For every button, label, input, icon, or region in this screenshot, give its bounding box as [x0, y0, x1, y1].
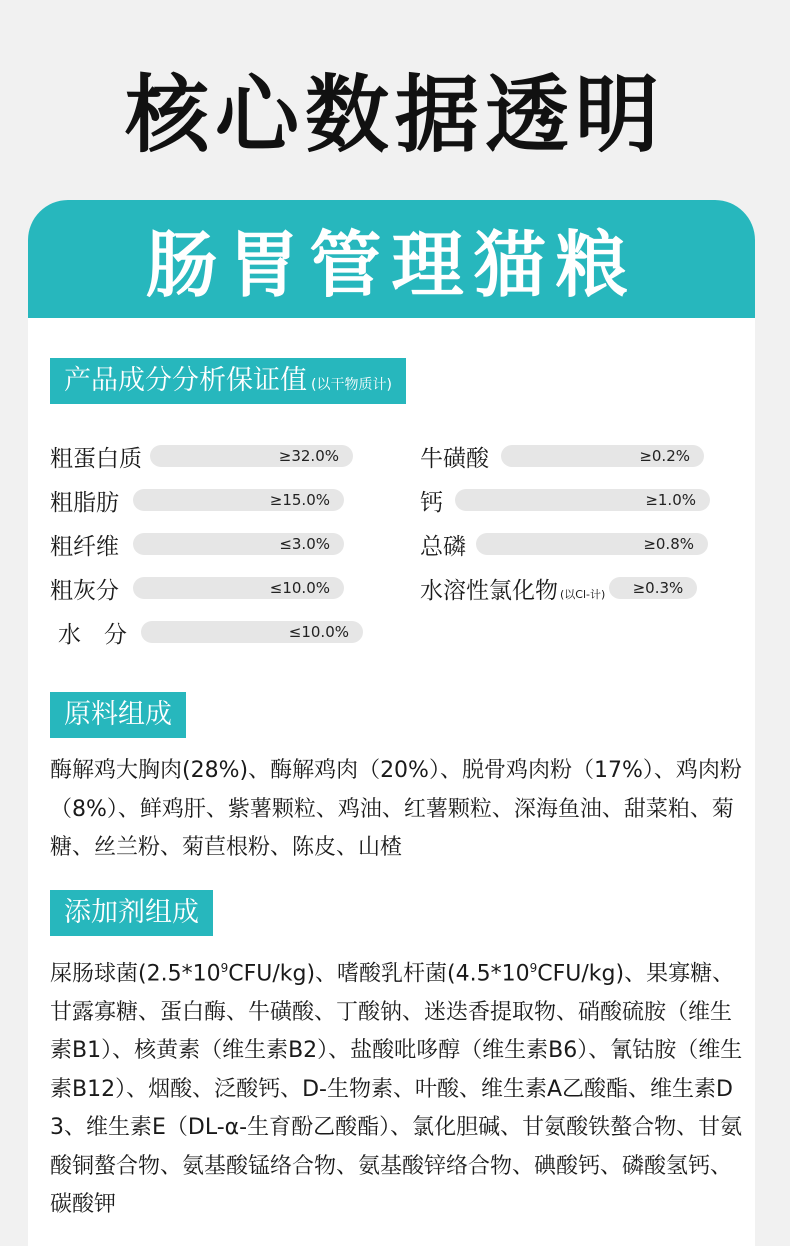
exponent-2: 9	[529, 961, 538, 975]
ingredients-section-tag: 原料组成	[50, 692, 186, 738]
value-bar: ≥0.3%	[609, 577, 697, 599]
additives-text	[50, 949, 750, 1225]
value-bar: ≥32.0%	[150, 445, 353, 467]
card-header-title: 肠胃管理猫粮	[28, 200, 755, 318]
value-bar: ≤10.0%	[141, 621, 363, 643]
analysis-tag-label: 产品成分分析保证值	[64, 365, 307, 396]
analysis-row-water-soluble-chloride	[420, 570, 697, 606]
row-label: 牛磺酸	[420, 445, 489, 472]
row-label: 钙	[420, 489, 443, 516]
chloride-label-text: 水溶性氯化物	[420, 577, 558, 604]
row-label: 水 分	[58, 621, 127, 648]
chloride-label-note: (以Cl-计)	[560, 587, 606, 601]
product-card	[28, 200, 755, 1246]
page-title: 核心数据透明	[124, 66, 665, 164]
row-label	[420, 572, 605, 605]
value-bar: ≥1.0%	[455, 489, 710, 511]
analysis-row-moisture	[58, 614, 363, 650]
analysis-row-crude-fat	[50, 482, 344, 518]
value-bar: ≥15.0%	[133, 489, 344, 511]
row-label: 粗蛋白质	[50, 445, 142, 472]
value-bar: ≥0.2%	[501, 445, 704, 467]
value-bar: ≥0.8%	[476, 533, 708, 555]
row-label: 粗纤维	[50, 533, 119, 560]
ingredients-text: 酶解鸡大胸肉(28%)、酶解鸡肉（20%）、脱骨鸡肉粉（17%）、鸡肉粉（8%）、鲜鸡肝、紫薯颗粒、鸡油、红薯颗粒、深海鱼油、甜菜粕、菊糖、丝兰粉、菊苣根粉、陈皮、山楂	[50, 758, 742, 860]
analysis-tag-note: (以干物质计)	[311, 377, 392, 393]
additives-text-part2: CFU/kg)、嗜酸乳杆菌(4.5*10	[228, 961, 530, 987]
exponent-1: 9	[220, 961, 229, 975]
analysis-row-crude-ash	[50, 570, 344, 606]
additives-text-part1: 屎肠球菌(2.5*10	[50, 961, 221, 987]
row-label: 粗灰分	[50, 577, 119, 604]
value-bar: ≤3.0%	[133, 533, 344, 555]
additives-section-tag: 添加剂组成	[50, 890, 213, 936]
analysis-row-taurine	[420, 438, 704, 474]
analysis-row-crude-fiber	[50, 526, 344, 562]
row-label: 总磷	[420, 533, 466, 560]
analysis-section-tag	[50, 358, 406, 404]
row-label: 粗脂肪	[50, 489, 119, 516]
analysis-row-total-phosphorus	[420, 526, 708, 562]
additives-text-part3: CFU/kg)、果寡糖、甘露寡糖、蛋白酶、牛磺酸、丁酸钠、迷迭香提取物、硝酸硫胺（维生素B1）、核黄素（维生素B2）、盐酸吡哆醇（维生素B6）、氰钴胺（维生素B12）、烟酸、泛酸钙、D-生物素、叶酸、维生素A乙酸酯、维生素D3、维生素E（DL-α-生育酚乙酸酯）、氯化胆碱、甘氨酸铁螯合物、甘氨酸铜螯合物、氨基酸锰络合物、氨基酸锌络合物、碘酸钙、磷酸氢钙、碳酸钾	[50, 961, 743, 1218]
analysis-row-crude-protein	[50, 438, 353, 474]
analysis-row-calcium	[420, 482, 710, 518]
value-bar: ≤10.0%	[133, 577, 344, 599]
